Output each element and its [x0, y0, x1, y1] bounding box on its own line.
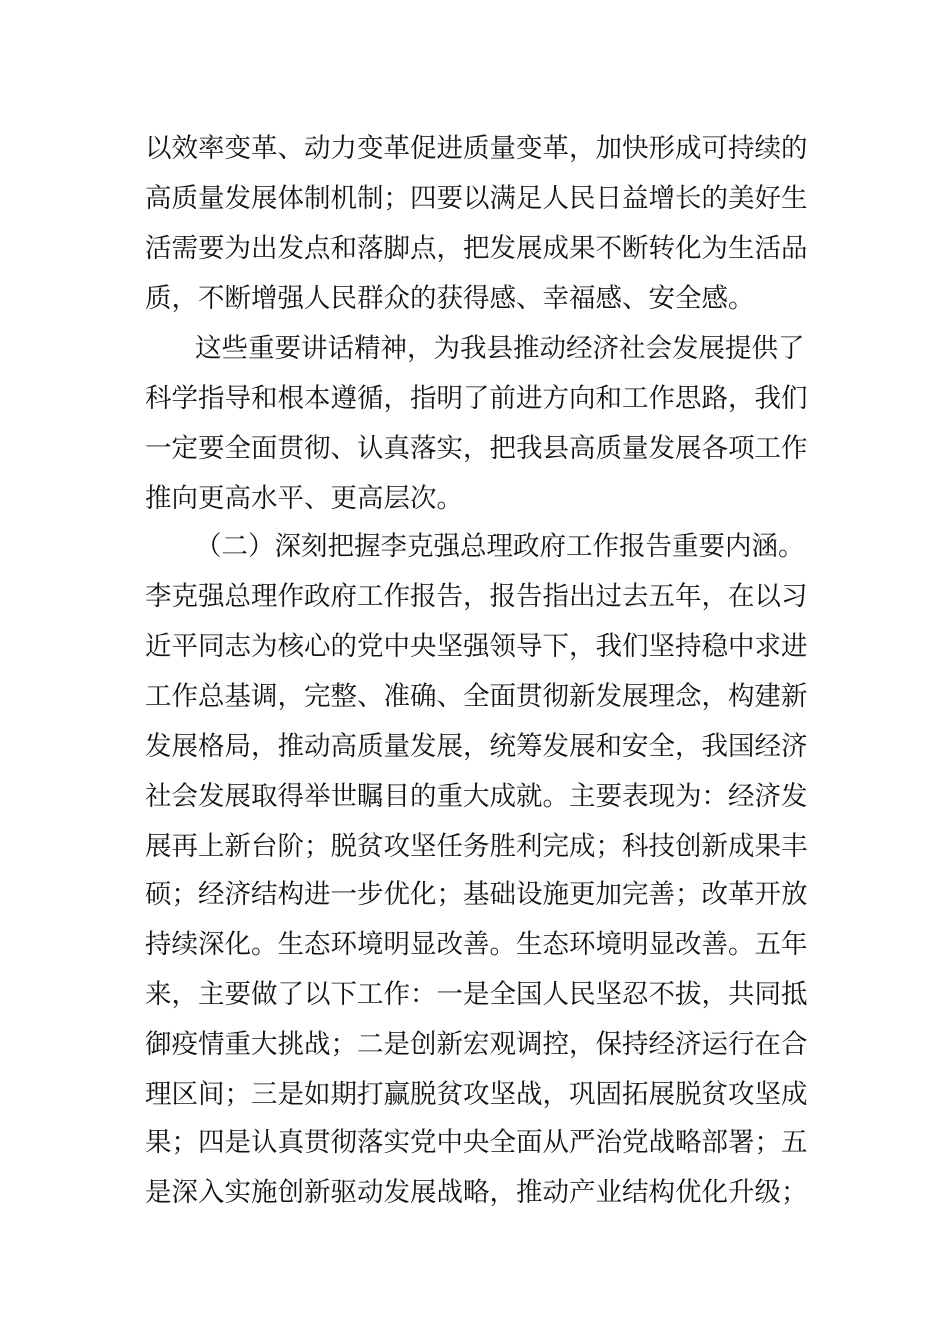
text-line: 工作总基调，完整、准确、全面贯彻新发展理念，构建新: [145, 681, 808, 712]
text-line: 科学指导和根本遵循，指明了前进方向和工作思路，我们: [145, 383, 808, 414]
text-line: 李克强总理作政府工作报告，报告指出过去五年，在以习: [145, 581, 808, 612]
text-line: 来，主要做了以下工作：一是全国人民坚忍不拔，共同抵: [145, 979, 808, 1010]
text-line: 近平同志为核心的党中央坚强领导下，我们坚持稳中求进: [145, 631, 808, 662]
text-line: 发展格局，推动高质量发展，统筹发展和安全，我国经济: [145, 731, 808, 762]
section-heading: （二）深刻把握李克强总理政府工作报告重要内涵。: [195, 531, 805, 562]
text-line: 高质量发展体制机制；四要以满足人民日益增长的美好生: [145, 183, 808, 214]
text-line: 果；四是认真贯彻落实党中央全面从严治党战略部署；五: [145, 1127, 808, 1158]
text-line: 质，不断增强人民群众的获得感、幸福感、安全感。: [145, 283, 755, 314]
text-line: 以效率变革、动力变革促进质量变革，加快形成可持续的: [145, 133, 808, 164]
text-line: 展再上新台阶；脱贫攻坚任务胜利完成；科技创新成果丰: [145, 831, 808, 862]
paragraph-first-line: 这些重要讲话精神，为我县推动经济社会发展提供了: [195, 333, 805, 364]
text-line: 理区间；三是如期打赢脱贫攻坚战，巩固拓展脱贫攻坚成: [145, 1079, 808, 1110]
text-line: 推向更高水平、更高层次。: [145, 483, 463, 514]
text-line: 社会发展取得举世瞩目的重大成就。主要表现为：经济发: [145, 781, 808, 812]
text-line: 活需要为出发点和落脚点，把发展成果不断转化为生活品: [145, 233, 808, 264]
text-line: 是深入实施创新驱动发展战略，推动产业结构优化升级；: [145, 1177, 808, 1208]
text-line: 持续深化。生态环境明显改善。生态环境明显改善。五年: [145, 929, 808, 960]
text-line: 御疫情重大挑战；二是创新宏观调控，保持经济运行在合: [145, 1029, 808, 1060]
text-line: 硕；经济结构进一步优化；基础设施更加完善；改革开放: [145, 879, 808, 910]
text-line: 一定要全面贯彻、认真落实，把我县高质量发展各项工作: [145, 433, 808, 464]
